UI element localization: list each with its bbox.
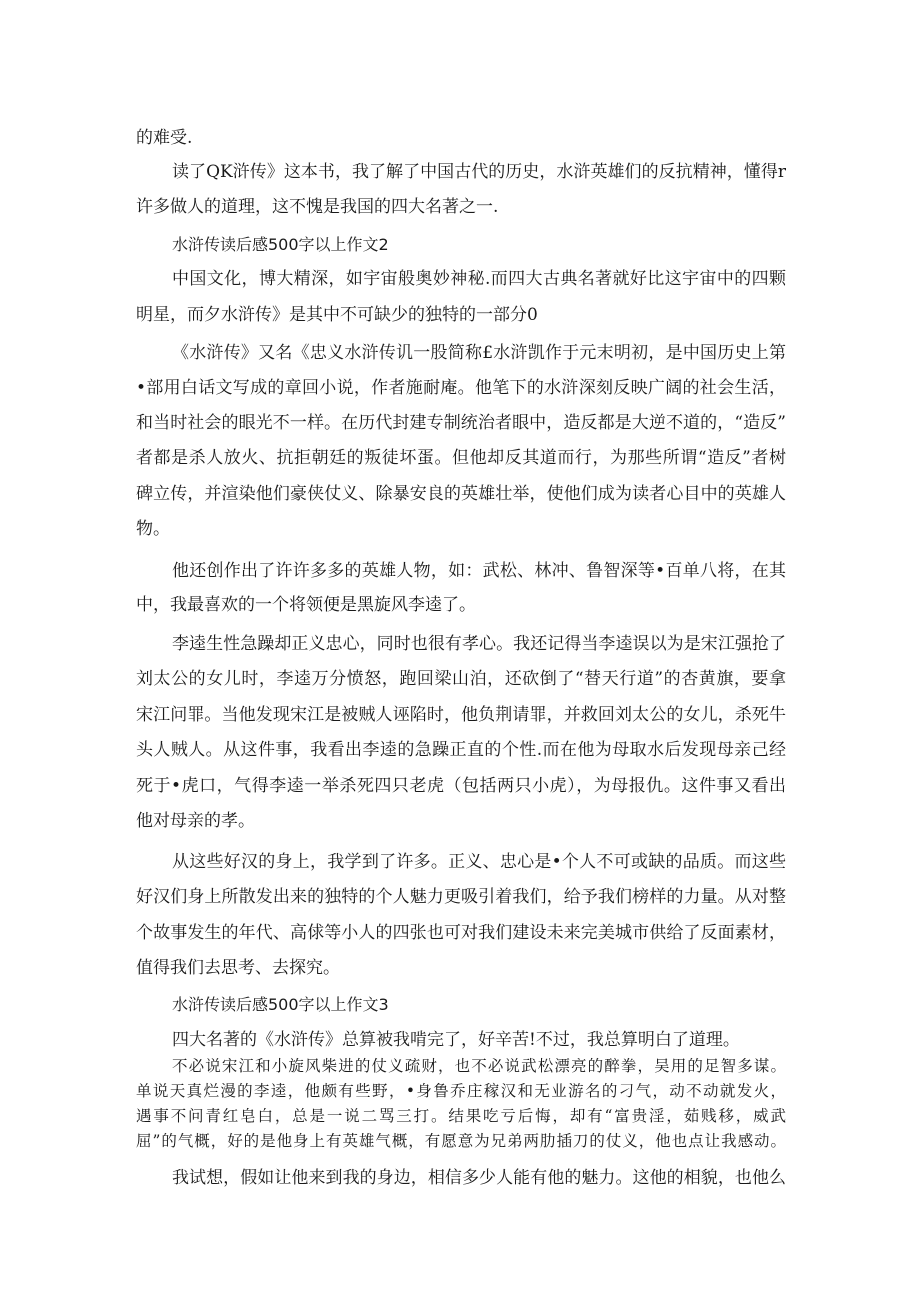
text-line: 好汉们身上所散发出来的独特的个人魅力更吸引着我们，给予我们榜样的力量。从对整 [136,887,786,907]
text-line: 者都是杀人放火、抗拒朝廷的叛徒坏蛋。但他却反其道而行，为那些所谓“造反”者树 [136,448,786,468]
section-heading: 水浒传读后感500字以上作文2 [172,235,389,254]
text-line: 物。 [136,519,170,539]
text-line: 死于•虎口，气得李逵一举杀死四只老虎（包括两只小虎），为母报仇。这件事又看出 [136,776,786,796]
text-line: 宋江问罪。当他发现宋江是被贼人诬陷时，他负荆请罪，并救回刘太公的女儿，杀死牛 [136,705,786,725]
text-line: 明星，而夕水浒传》是其中不可缺少的独特的一部分0 [136,305,538,325]
text-line: 碑立传，并渲染他们豪侠仗义、除暴安良的英雄壮举，使他们成为读者心目中的英雄人 [136,484,786,504]
text-line: 从这些好汉的身上，我学到了许多。正义、忠心是•个人不可或缺的品质。而这些 [172,852,786,872]
text-line: 许多做人的道理，这不愧是我国的四大名著之一. [136,197,499,217]
text-line: 遇事不问青红皂白，总是一说二骂三打。结果吃亏后悔，却有“富贵淫，茹贱移，威武 [136,1107,786,1125]
text-line: •部用白话文写成的章回小说，作者施耐庵。他笔下的水浒深刻反映广阔的社会生活， [136,378,786,398]
text-line: 单说天真烂漫的李逵，他颇有些野，•身鲁乔庄稼汉和无业游名的刁气，动不动就发火， [136,1082,786,1100]
text-line: 中，我最喜欢的一个将领便是黑旋风李逵了。 [136,595,476,615]
text-line: 不必说宋江和小旋风柴进的仗义疏财，也不必说武松漂亮的醉拳，吴用的足智多谋。 [172,1057,786,1075]
text-line: 值得我们去思考、去探究。 [136,958,340,978]
text-line: 和当时社会的眼光不一样。在历代封建专制统治者眼中，造反都是大逆不道的，“造反” [136,413,786,433]
text-line: 刘太公的女儿时，李逵万分愤怒，跑回梁山泊，还砍倒了“替天行道”的杏黄旗，要拿 [136,669,786,689]
text-line: 的难受. [136,128,193,148]
text-line: 《水浒传》又名《忠义水浒传讥一股简称£水浒凯作于元末明初，是中国历史上第 [172,343,786,363]
text-line: 他还创作出了许许多多的英雄人物，如：武松、林冲、鲁智深等•百单八将，在其 [172,561,786,581]
text-line: 中国文化，博大精深，如宇宙般奥妙神秘.而四大古典名著就好比这宇宙中的四颗 [172,269,786,289]
text-line: 个故事发生的年代、高俅等小人的四张也可对我们建设未来完美城市供给了反面素材， [136,923,786,943]
text-line: 读了QK浒传》这本书，我了解了中国古代的历史，水浒英雄们的反抗精神，懂得r [172,162,786,182]
text-line: 头人贼人。从这件事，我看出李逵的急躁正直的个性.而在他为母取水后发现母亲己经 [136,740,786,760]
text-line: 他对母亲的孝。 [136,811,255,831]
text-line: 李逵生性急躁却正义忠心，同时也很有孝心。我还记得当李逵误以为是宋江强抢了 [172,634,786,654]
section-heading: 水浒传读后感500字以上作文3 [172,995,389,1014]
text-line: 屈”的气概，好的是他身上有英雄气概，有愿意为兄弟两肋插刀的仗义，他也点让我感动。 [136,1132,786,1150]
text-line: 我试想，假如让他来到我的身边，相信多少人能有他的魅力。这他的相貌，也他么 [172,1168,786,1188]
text-line: 四大名著的《水浒传》总算被我啃完了，好辛苦!不过，我总算明白了道理。 [172,1030,740,1050]
